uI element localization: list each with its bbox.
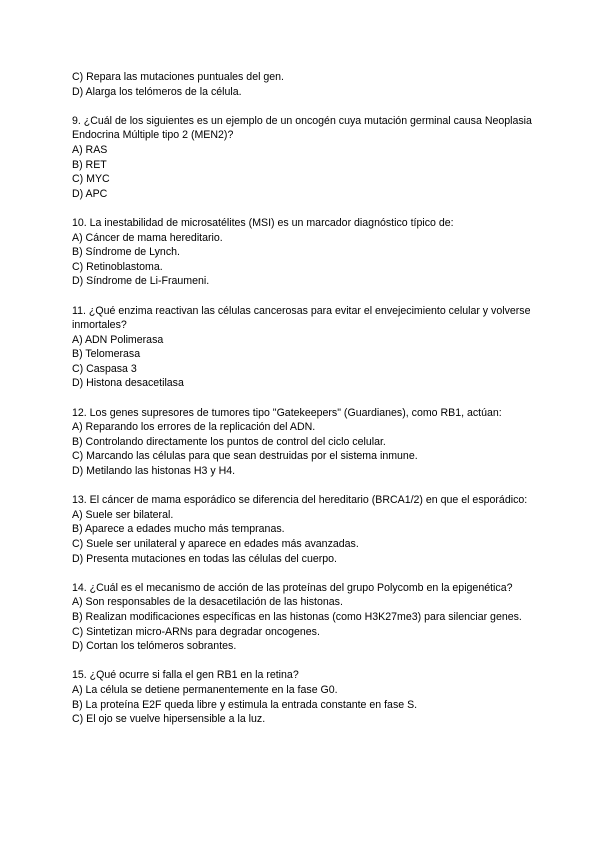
option-b: B) Controlando directamente los puntos de control del ciclo celular. — [72, 435, 386, 448]
option-b: B) Síndrome de Lynch. — [72, 246, 180, 259]
option-c: C) Repara las mutaciones puntuales del gen. — [72, 71, 284, 83]
question-stem: 9. ¿Cuál de los siguientes es un ejemplo de un oncogén cuya mutación germinal causa Neoplasia Endocrina Múltiple tipo 2 (MEN2)? — [72, 114, 532, 142]
option-b: B) Aparece a edades mucho más tempranas. — [72, 523, 285, 536]
option-c: C) Sintetizan micro-ARNs para degradar oncogenes. — [72, 625, 320, 638]
option-b: B) La proteína E2F queda libre y estimula la entrada constante en fase S. — [72, 698, 418, 711]
question-14 — [72, 581, 532, 654]
option-d: D) Histona desacetilasa — [72, 377, 184, 390]
option-c: C) MYC — [72, 173, 110, 186]
option-d: D) Cortan los telómeros sobrantes. — [72, 640, 237, 653]
option-b: B) Telomerasa — [72, 348, 141, 361]
option-d: D) APC — [72, 187, 108, 200]
option-a: A) Cáncer de mama hereditario. — [72, 231, 223, 244]
question-11 — [72, 304, 532, 392]
option-a: A) RAS — [72, 143, 108, 156]
option-c: C) Retinoblastoma. — [72, 260, 163, 273]
document-page — [72, 70, 532, 727]
option-a: A) Reparando los errores de la replicación del ADN. — [72, 421, 316, 434]
question-13 — [72, 493, 532, 566]
option-c: C) Caspasa 3 — [72, 362, 137, 375]
question-stem: 10. La inestabilidad de microsatélites (MSI) es un marcador diagnóstico típico de: — [72, 216, 454, 229]
option-d: D) Síndrome de Li-Fraumeni. — [72, 275, 210, 288]
question-stem: 14. ¿Cuál es el mecanismo de acción de las proteínas del grupo Polycomb en la epigenética? — [72, 581, 513, 594]
option-b: B) Realizan modificaciones específicas en las histonas (como H3K27me3) para silenciar genes. — [72, 610, 522, 623]
option-a: A) Son responsables de la desacetilación de las histonas. — [72, 596, 343, 609]
option-a: A) ADN Polimerasa — [72, 333, 164, 346]
option-c: C) Suele ser unilateral y aparece en edades más avanzadas. — [72, 538, 359, 550]
option-b: B) RET — [72, 158, 107, 171]
option-d: D) Presenta mutaciones en todas las células del cuerpo. — [72, 552, 337, 565]
question-10 — [72, 216, 532, 289]
option-a: A) La célula se detiene permanentemente en la fase G0. — [72, 683, 338, 696]
question-stem: 15. ¿Qué ocurre si falla el gen RB1 en la retina? — [72, 669, 299, 682]
question-stem: 13. El cáncer de mama esporádico se diferencia del hereditario (BRCA1/2) en que el esporádico: — [72, 494, 528, 507]
question-stem: 11. ¿Qué enzima reactivan las células cancerosas para evitar el envejecimiento celular y volverse inmortales? — [72, 304, 531, 332]
option-d: D) Alarga los telómeros de la célula. — [72, 85, 242, 98]
question-8-continuation — [72, 70, 532, 99]
question-12 — [72, 406, 532, 479]
question-15 — [72, 668, 532, 726]
question-stem: 12. Los genes supresores de tumores tipo "Gatekeepers" (Guardianes), como RB1, actúan: — [72, 406, 502, 419]
option-c: C) Marcando las células para que sean destruidas por el sistema inmune. — [72, 450, 418, 463]
option-a: A) Suele ser bilateral. — [72, 508, 174, 521]
option-d: D) Metilando las histonas H3 y H4. — [72, 465, 236, 478]
question-9 — [72, 114, 532, 202]
option-c: C) El ojo se vuelve hipersensible a la luz. — [72, 713, 266, 726]
